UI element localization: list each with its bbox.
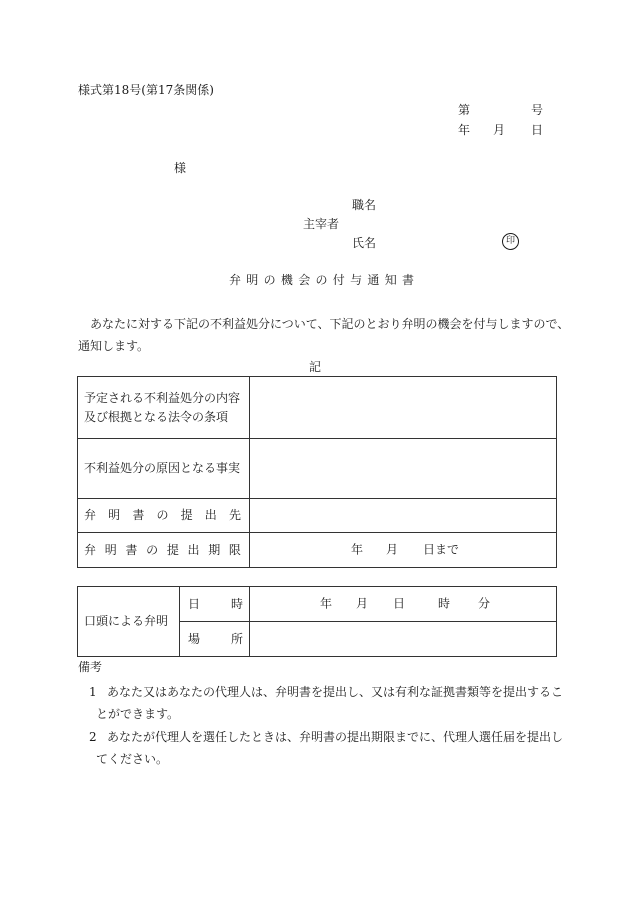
- deadline-month-unit: 月: [386, 542, 399, 557]
- body-text-line1: あなたに対する下記の不利益処分について、下記のとおり弁明の機会を付与しますので、: [90, 317, 570, 331]
- remark-text-line: とができます。: [96, 707, 180, 721]
- datetime-minute-unit: 分: [478, 596, 491, 611]
- remark-text-line: あなた又はあなたの代理人は、弁明書を提出し、又は有利な証拠書類等を提出するこ: [107, 685, 564, 699]
- remark-number: 1: [89, 685, 97, 699]
- table-row: [78, 377, 557, 439]
- submission-destination-label: [78, 499, 250, 533]
- label-char: 日: [188, 596, 201, 611]
- table-row: [78, 533, 557, 568]
- place-field[interactable]: [250, 622, 557, 657]
- label-char: 提: [180, 508, 193, 523]
- label-char: 出: [187, 542, 200, 557]
- label-char: 弁: [84, 508, 97, 523]
- label-char: 出: [204, 508, 217, 523]
- disposition-content-field[interactable]: [250, 377, 557, 439]
- submission-destination-field[interactable]: [250, 499, 557, 533]
- issuer-post-label: 職名: [352, 198, 377, 212]
- disposition-table: [77, 376, 557, 568]
- remark-text-line: あなたが代理人を選任したときは、弁明書の提出期限までに、代理人選任届を提出し: [107, 730, 564, 744]
- issuer-name-label: 氏名: [352, 236, 377, 250]
- issue-date-year: 年: [458, 123, 471, 137]
- label-line: 及び根拠となる法令の条項: [84, 409, 229, 424]
- table-row: [78, 587, 557, 622]
- label-char: 所: [230, 631, 243, 646]
- body-text-line2: 通知します。: [78, 339, 150, 353]
- place-label: [180, 622, 250, 657]
- issuer-title: 主宰者: [303, 217, 340, 231]
- datetime-label: [180, 587, 250, 622]
- label-char: 先: [228, 508, 241, 523]
- datetime-day-unit: 日: [393, 596, 406, 611]
- label-char: 時: [230, 596, 243, 611]
- label-char: 弁: [84, 542, 97, 557]
- label-line: 予定される不利益処分の内容: [84, 390, 241, 405]
- remarks-heading: 備考: [78, 660, 103, 674]
- recipient-honorific: 様: [174, 161, 187, 175]
- label-char: の: [156, 508, 169, 523]
- cause-facts-label: 不利益処分の原因となる事実: [78, 439, 250, 499]
- issue-date-month: 月: [493, 123, 506, 137]
- datetime-month-unit: 月: [356, 596, 369, 611]
- doc-number-suffix: 号: [531, 103, 544, 117]
- doc-number-label: 第: [458, 103, 471, 117]
- label-char: 明: [104, 542, 117, 557]
- label-char: 期: [208, 542, 221, 557]
- oral-explanation-label: 口頭による弁明: [78, 587, 180, 657]
- table-row: [78, 439, 557, 499]
- label-char: 限: [228, 542, 241, 557]
- label-char: 場: [188, 631, 201, 646]
- table-row: [78, 499, 557, 533]
- label-char: の: [146, 542, 159, 557]
- document-title: 弁明の機会の付与通知書: [229, 273, 420, 287]
- seal-mark: 印: [502, 233, 519, 250]
- form-number: 様式第18号(第17条関係): [78, 83, 214, 97]
- remark-text-line: てください。: [96, 752, 169, 766]
- label-char: 書: [125, 542, 138, 557]
- oral-explanation-table: [77, 586, 557, 657]
- deadline-day-unit: 日まで: [423, 542, 460, 557]
- deadline-year-unit: 年: [351, 542, 364, 557]
- remark-number: 2: [89, 730, 97, 744]
- label-char: 提: [166, 542, 179, 557]
- datetime-hour-unit: 時: [438, 596, 451, 611]
- label-char: 明: [108, 508, 121, 523]
- submission-deadline-field[interactable]: [250, 533, 557, 568]
- datetime-field[interactable]: [250, 587, 557, 622]
- disposition-content-label: [78, 377, 250, 439]
- datetime-year-unit: 年: [320, 596, 333, 611]
- cause-facts-field[interactable]: [250, 439, 557, 499]
- ki-label: 記: [309, 360, 322, 374]
- submission-deadline-label: [78, 533, 250, 568]
- issue-date-day: 日: [531, 123, 544, 137]
- label-char: 書: [132, 508, 145, 523]
